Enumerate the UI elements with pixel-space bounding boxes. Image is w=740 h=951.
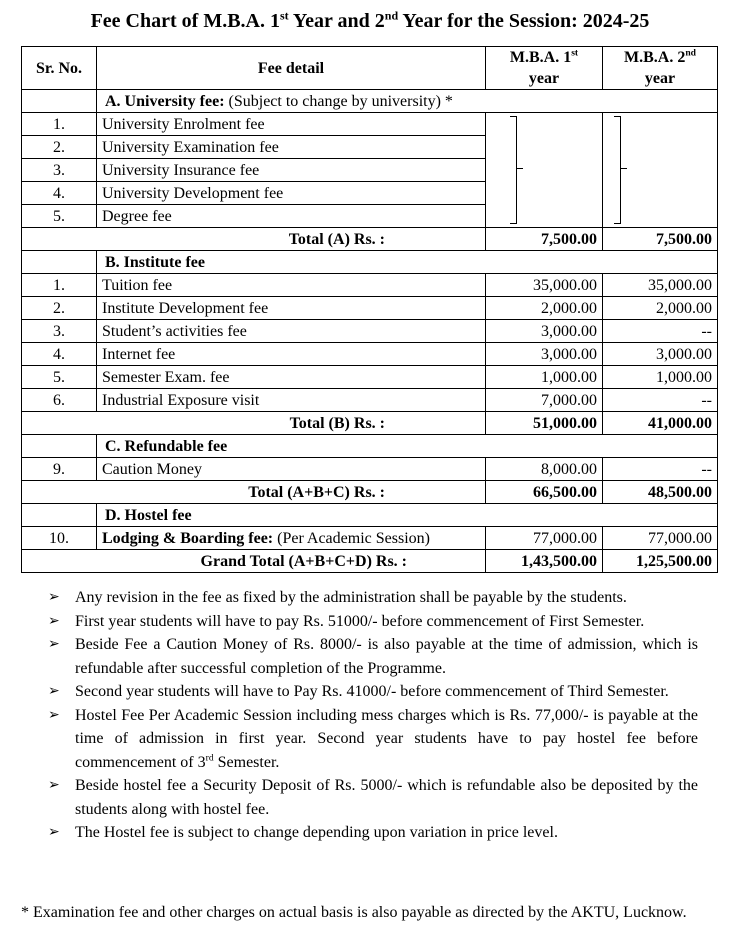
bracket-y1: [510, 116, 517, 224]
table-row: 1. Tuition fee 35,000.00 35,000.00: [22, 274, 718, 297]
total-abc-row: Total (A+B+C) Rs. : 66,500.00 48,500.00: [22, 481, 718, 504]
table-row: 3. Student’s activities fee 3,000.00 --: [22, 320, 718, 343]
header-fee-detail: Fee detail: [97, 47, 486, 90]
table-row: 5. Degree fee: [22, 205, 718, 228]
table-header-row: [22, 47, 718, 90]
footnote: * Examination fee and other charges on actual basis is also payable as directed by the AKTU, Lucknow.: [21, 904, 687, 921]
list-item: ➢ First year students will have to pay Rs. 51000/- before commencement of First Semester.: [42, 610, 698, 634]
university-year2-bracket-cell: [603, 113, 718, 228]
list-item: ➢ Second year students will have to Pay Rs. 41000/- before commencement of Third Semester.: [42, 680, 698, 704]
header-mba-year-2: M.B.A. 2nd year: [603, 47, 718, 90]
grand-total-row: Grand Total (A+B+C+D) Rs. : 1,43,500.00 1,25,500.00: [22, 550, 718, 573]
total-b-row: Total (B) Rs. : 51,000.00 41,000.00: [22, 412, 718, 435]
arrow-bullet-icon: ➢: [48, 778, 60, 793]
section-heading-refundable: C. Refundable fee: [22, 435, 718, 458]
list-item: ➢ Beside Fee a Caution Money of Rs. 8000/- is also payable at the time of admission, which is refundable after successful completion of the Programme.: [42, 633, 698, 680]
total-a-row: Total (A) Rs. : 7,500.00 7,500.00: [22, 228, 718, 251]
table-row: 4. Internet fee 3,000.00 3,000.00: [22, 343, 718, 366]
university-year1-bracket-cell: [486, 113, 603, 228]
arrow-bullet-icon: ➢: [48, 707, 60, 723]
bracket-tick-y1: [517, 168, 523, 169]
arrow-bullet-icon: ➢: [48, 684, 60, 699]
arrow-bullet-icon: ➢: [48, 590, 60, 605]
bracket-tick-y2: [621, 168, 627, 169]
notes-list: [42, 586, 698, 845]
arrow-bullet-icon: ➢: [48, 637, 60, 652]
table-row: 10. Lodging & Boarding fee: (Per Academic Session) 77,000.00 77,000.00: [22, 527, 718, 550]
list-item: ➢ Hostel Fee Per Academic Session including mess charges which is Rs. 77,000/- is payable at the time of admission in first year. Second year students have to pay hostel fee before commencement of 3rd Semester.: [42, 704, 698, 775]
fee-table: [21, 46, 718, 573]
bracket-y2: [614, 116, 621, 224]
arrow-bullet-icon: ➢: [48, 613, 60, 629]
section-heading-institute: B. Institute fee: [22, 251, 718, 274]
header-mba-year-1: M.B.A. 1st year: [486, 47, 603, 90]
table-row: 6. Industrial Exposure visit 7,000.00 --: [22, 389, 718, 412]
table-row: 4. University Development fee: [22, 182, 718, 205]
table-row: 5. Semester Exam. fee 1,000.00 1,000.00: [22, 366, 718, 389]
table-row: 9. Caution Money 8,000.00 --: [22, 458, 718, 481]
table-row: 2. Institute Development fee 2,000.00 2,000.00: [22, 297, 718, 320]
arrow-bullet-icon: ➢: [48, 825, 60, 840]
table-row: 1. University Enrolment fee: [22, 113, 718, 136]
header-sr-no: Sr. No.: [22, 47, 97, 90]
table-row: 3. University Insurance fee: [22, 159, 718, 182]
table-row: 2. University Examination fee: [22, 136, 718, 159]
list-item: ➢ Any revision in the fee as fixed by the administration shall be payable by the students.: [42, 586, 698, 610]
page-title: Fee Chart of M.B.A. 1st Year and 2nd Year for the Session: 2024-25: [90, 8, 650, 32]
list-item: ➢ The Hostel fee is subject to change depending upon variation in price level.: [42, 821, 698, 845]
list-item: ➢ Beside hostel fee a Security Deposit of Rs. 5000/- which is refundable also be deposited by the students along with hostel fee.: [42, 774, 698, 821]
section-heading-university: A. University fee: (Subject to change by university) *: [22, 90, 718, 113]
section-heading-hostel: D. Hostel fee: [22, 504, 718, 527]
